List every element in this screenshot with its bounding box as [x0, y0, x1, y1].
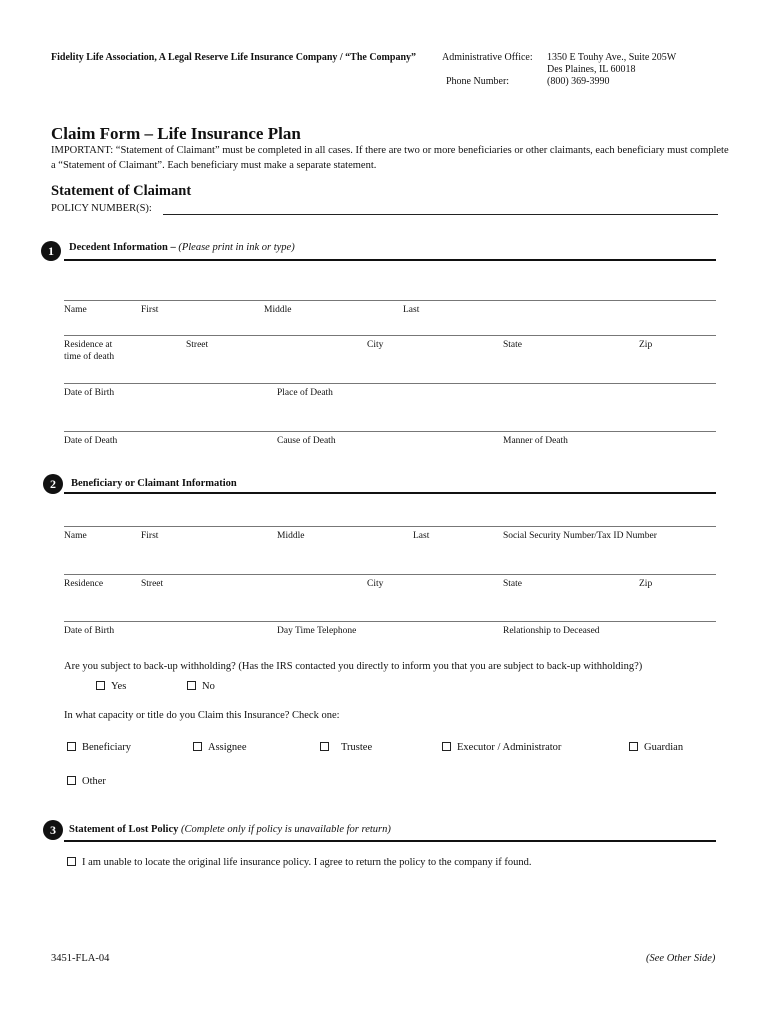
label-manner-of-death: Manner of Death: [503, 436, 568, 446]
section-2-rule: [64, 492, 716, 494]
backup-yes-checkbox[interactable]: [96, 681, 126, 692]
label-zip: Zip: [639, 340, 653, 350]
beneficiary-label: Beneficiary: [82, 742, 131, 753]
capacity-trustee-checkbox[interactable]: [320, 742, 372, 753]
label-street: Street: [141, 579, 164, 589]
label-city: City: [367, 340, 384, 350]
label-middle: Middle: [264, 305, 292, 315]
form-number: 3451-FLA-04: [51, 953, 110, 964]
backup-withholding-question: Are you subject to back-up withholding? (Has the IRS contacted you directly to inform you that you are subject to back-up withholding?): [64, 661, 643, 672]
label-first: First: [141, 531, 159, 541]
claimant-contact-field[interactable]: [64, 621, 716, 622]
checkbox-icon: [442, 742, 451, 751]
label-residence: Residence: [64, 579, 104, 589]
label-state: State: [503, 340, 522, 350]
checkbox-icon: [67, 857, 76, 866]
section-2-number: 2: [43, 474, 63, 494]
policy-number-field[interactable]: [163, 214, 718, 215]
company-name: Fidelity Life Association, A Legal Reserve Life Insurance Company / “The Company”: [51, 52, 416, 63]
label-name: Name: [64, 531, 87, 541]
statement-title: Statement of Claimant: [51, 183, 192, 199]
label-state: State: [503, 579, 522, 589]
policy-number-label: POLICY NUMBER(S):: [51, 203, 152, 214]
section-3-number: 3: [43, 820, 63, 840]
section-3-note: (Complete only if policy is unavailable for return): [180, 824, 391, 835]
label-date-of-birth: Date of Birth: [64, 626, 115, 636]
executor-label: Executor / Administrator: [457, 742, 562, 753]
office-address-line2: Des Plaines, IL 60018: [547, 64, 636, 75]
form-title: Claim Form – Life Insurance Plan: [51, 124, 301, 143]
label-ssn: Social Security Number/Tax ID Number: [503, 531, 657, 541]
checkbox-icon: [187, 681, 196, 690]
section-2-title: Beneficiary or Claimant Information: [71, 478, 237, 489]
label-last: Last: [403, 305, 420, 315]
section-3-rule: [64, 840, 716, 842]
assignee-label: Assignee: [208, 742, 247, 753]
section-3-title: Statement of Lost Policy (Complete only if policy is unavailable for return): [69, 824, 391, 835]
label-city: City: [367, 579, 384, 589]
other-label: Other: [82, 776, 106, 787]
capacity-other-checkbox[interactable]: [67, 776, 106, 787]
label-date-of-death: Date of Death: [64, 436, 118, 446]
label-residence-1: Residence at: [64, 340, 113, 350]
label-last: Last: [413, 531, 430, 541]
label-street: Street: [186, 340, 209, 350]
checkbox-icon: [320, 742, 329, 751]
label-name: Name: [64, 305, 87, 315]
important-note: IMPORTANT: “Statement of Claimant” must be completed in all cases. If there are two or more beneficiaries or other claimants, each beneficiary must complete a “Statement of Claimant”. Each beneficiary must make a separate statement.: [51, 145, 729, 171]
label-first: First: [141, 305, 159, 315]
phone-number: (800) 369-3990: [547, 76, 610, 87]
office-label: Administrative Office:: [442, 52, 533, 63]
lost-policy-checkbox[interactable]: [67, 857, 532, 868]
decedent-name-field[interactable]: [64, 300, 716, 301]
no-label: No: [202, 681, 215, 692]
office-address-line1: 1350 E Touhy Ave., Suite 205W: [547, 52, 677, 63]
label-cause-of-death: Cause of Death: [277, 436, 336, 446]
phone-label: Phone Number:: [446, 76, 510, 87]
capacity-executor-checkbox[interactable]: [442, 742, 561, 753]
lost-policy-statement: I am unable to locate the original life insurance policy. I agree to return the policy to the company if found.: [82, 857, 532, 868]
yes-label: Yes: [111, 681, 127, 692]
trustee-label: Trustee: [341, 742, 373, 753]
checkbox-icon: [67, 776, 76, 785]
section-1-note: (Please print in ink or type): [178, 242, 295, 253]
checkbox-icon: [96, 681, 105, 690]
decedent-birth-field[interactable]: [64, 383, 716, 384]
checkbox-icon: [629, 742, 638, 751]
section-1-title: Decedent Information – (Please print in ink or type): [69, 242, 295, 253]
guardian-label: Guardian: [644, 742, 684, 753]
label-relationship: Relationship to Deceased: [503, 626, 600, 636]
section-1-rule: [64, 259, 716, 261]
label-residence-2: time of death: [64, 352, 115, 362]
decedent-residence-field[interactable]: [64, 335, 716, 336]
backup-no-checkbox[interactable]: [187, 681, 215, 692]
capacity-question: In what capacity or title do you Claim this Insurance? Check one:: [64, 710, 340, 721]
label-place-of-death: Place of Death: [277, 388, 333, 398]
decedent-death-field[interactable]: [64, 431, 716, 432]
checkbox-icon: [67, 742, 76, 751]
capacity-beneficiary-checkbox[interactable]: [67, 742, 131, 753]
label-date-of-birth: Date of Birth: [64, 388, 115, 398]
capacity-assignee-checkbox[interactable]: [193, 742, 247, 753]
label-daytime-telephone: Day Time Telephone: [277, 626, 357, 636]
claimant-residence-field[interactable]: [64, 574, 716, 575]
section-1-number: 1: [41, 241, 61, 261]
label-middle: Middle: [277, 531, 305, 541]
label-zip: Zip: [639, 579, 653, 589]
see-other-side: (See Other Side): [646, 953, 716, 964]
checkbox-icon: [193, 742, 202, 751]
capacity-guardian-checkbox[interactable]: [629, 742, 683, 753]
claimant-name-field[interactable]: [64, 526, 716, 527]
